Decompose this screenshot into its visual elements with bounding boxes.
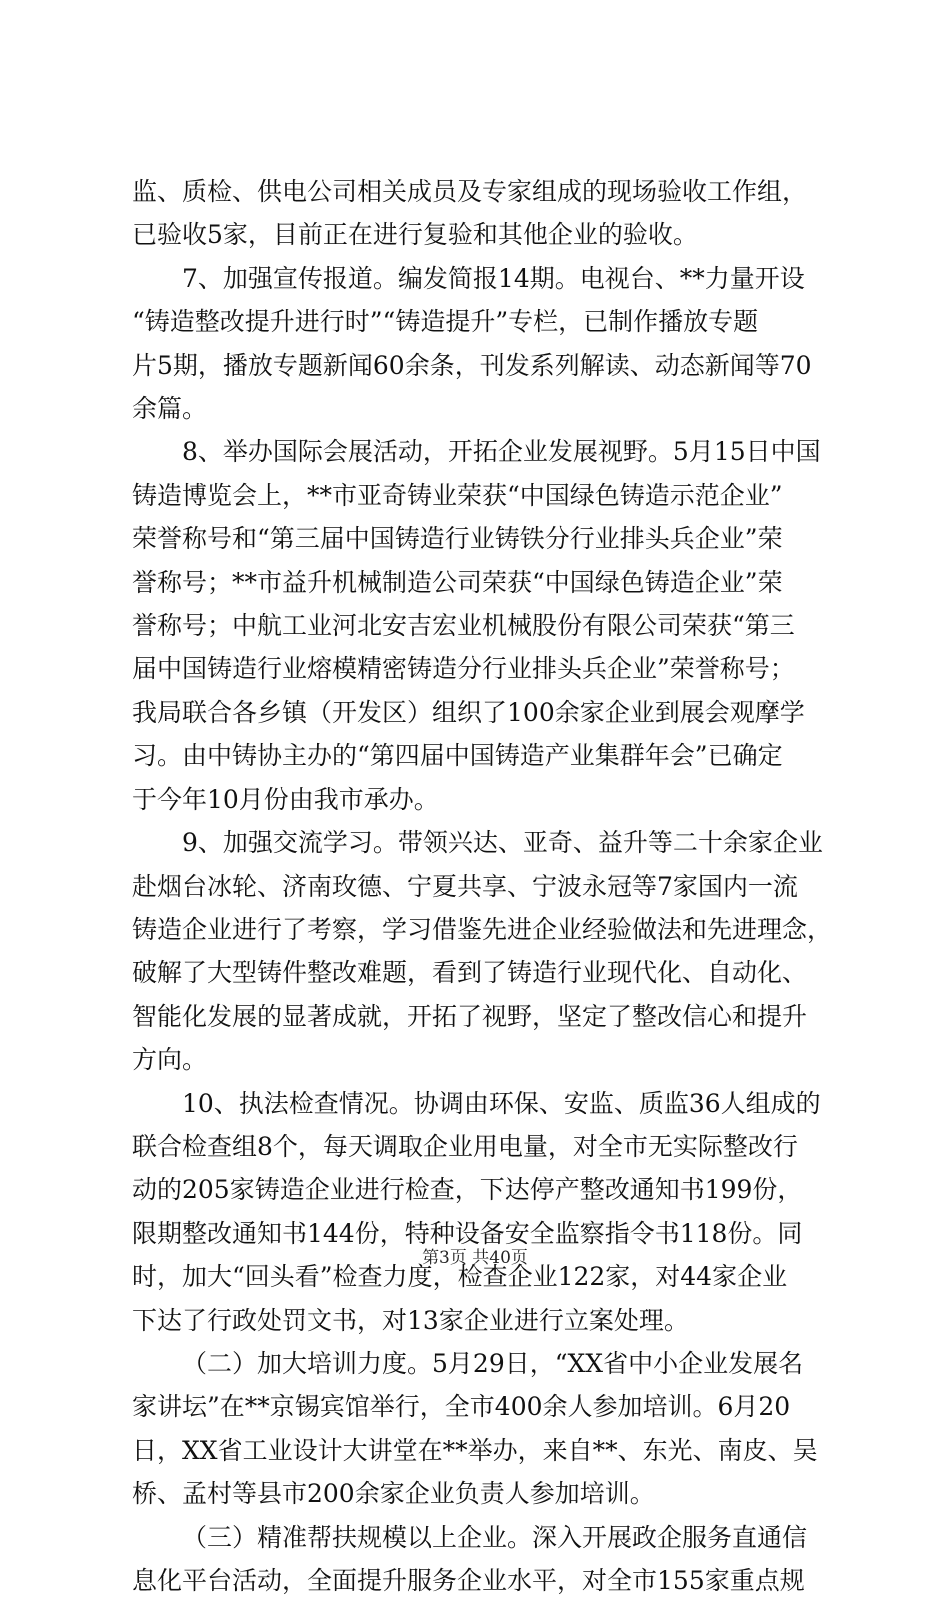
text-line: 荣誉称号和“第三届中国铸造行业铸铁分行业排头兵企业”荣 — [132, 524, 783, 554]
text-line: 铸造企业进行了考察，学习借鉴先进企业经验做法和先进理念， — [132, 914, 833, 944]
text-line: 限期整改通知书144份，特种设备安全监察指令书118份。同 — [132, 1218, 803, 1248]
page-number-footer: 第3页 共40页 — [422, 1248, 528, 1268]
text-line: 于今年10月份由我市承办。 — [132, 784, 439, 814]
paragraph-start-line: 8、举办国际会展活动，开拓企业发展视野。5月15日中国 — [182, 437, 821, 467]
text-line: 破解了大型铸件整改难题，看到了铸造行业现代化、自动化、 — [132, 958, 808, 988]
paragraph-start-line: 10、执法检查情况。协调由环保、安监、质监36人组成的 — [182, 1088, 821, 1118]
text-line: 日，XX省工业设计大讲堂在**举办，来自**、东光、南皮、吴 — [132, 1435, 818, 1465]
text-line: 息化平台活动，全面提升服务企业水平，对全市155家重点规 — [132, 1566, 805, 1595]
paragraph-start-line: 7、加强宣传报道。编发简报14期。电视台、**力量开设 — [182, 263, 805, 293]
text-line: 誉称号；**市益升机械制造公司荣获“中国绿色铸造企业”荣 — [132, 567, 783, 597]
document-body — [132, 170, 838, 1602]
text-line: 余篇。 — [132, 394, 208, 424]
text-line: 习。由中铸协主办的“第四届中国铸造产业集群年会”已确定 — [132, 741, 783, 771]
text-line: 届中国铸造行业熔模精密铸造分行业排头兵企业”荣誉称号； — [132, 654, 795, 684]
text-line: 誉称号；中航工业河北安吉宏业机械股份有限公司荣获“第三 — [132, 611, 795, 641]
text-line: 监、质检、供电公司相关成员及专家组成的现场验收工作组， — [132, 177, 808, 206]
text-line: 片5期，播放专题新闻60余条，刊发系列解读、动态新闻等70 — [132, 350, 812, 380]
text-line: 赴烟台冰轮、济南玫德、宁夏共享、宁波永冠等7家国内一流 — [132, 871, 798, 901]
paragraph-start-line: （三）精准帮扶规模以上企业。深入开展政企服务直通信 — [182, 1522, 808, 1552]
text-line: 动的205家铸造企业进行检查，下达停产整改通知书199份， — [132, 1175, 803, 1205]
text-line: 桥、孟村等县市200余家企业负责人参加培训。 — [132, 1479, 655, 1509]
paragraph-start-line: 9、加强交流学习。带领兴达、亚奇、益升等二十余家企业 — [182, 828, 823, 858]
text-line: 铸造博览会上，**市亚奇铸业荣获“中国绿色铸造示范企业” — [132, 480, 783, 510]
text-line: 已验收5家，目前正在进行复验和其他企业的验收。 — [132, 220, 698, 250]
text-line: 家讲坛”在**京锡宾馆举行，全市400余人参加培训。6月20 — [132, 1392, 791, 1422]
text-line: “铸造整改提升进行时”“铸造提升”专栏，已制作播放专题 — [132, 307, 759, 337]
text-line: 方向。 — [132, 1045, 208, 1075]
text-line: 联合检查组8个，每天调取企业用电量，对全市无实际整改行 — [132, 1131, 798, 1161]
text-line: 下达了行政处罚文书，对13家企业进行立案处理。 — [132, 1305, 689, 1335]
text-line: 智能化发展的显著成就，开拓了视野，坚定了整改信心和提升 — [132, 1001, 808, 1031]
paragraph-start-line: （二）加大培训力度。5月29日，“XX省中小企业发展名 — [182, 1348, 804, 1378]
text-line: 时，加大“回头看”检查力度，检查企业122家，对44家企业 — [132, 1262, 788, 1292]
text-line: 我局联合各乡镇（开发区）组织了100余家企业到展会观摩学 — [132, 697, 805, 727]
